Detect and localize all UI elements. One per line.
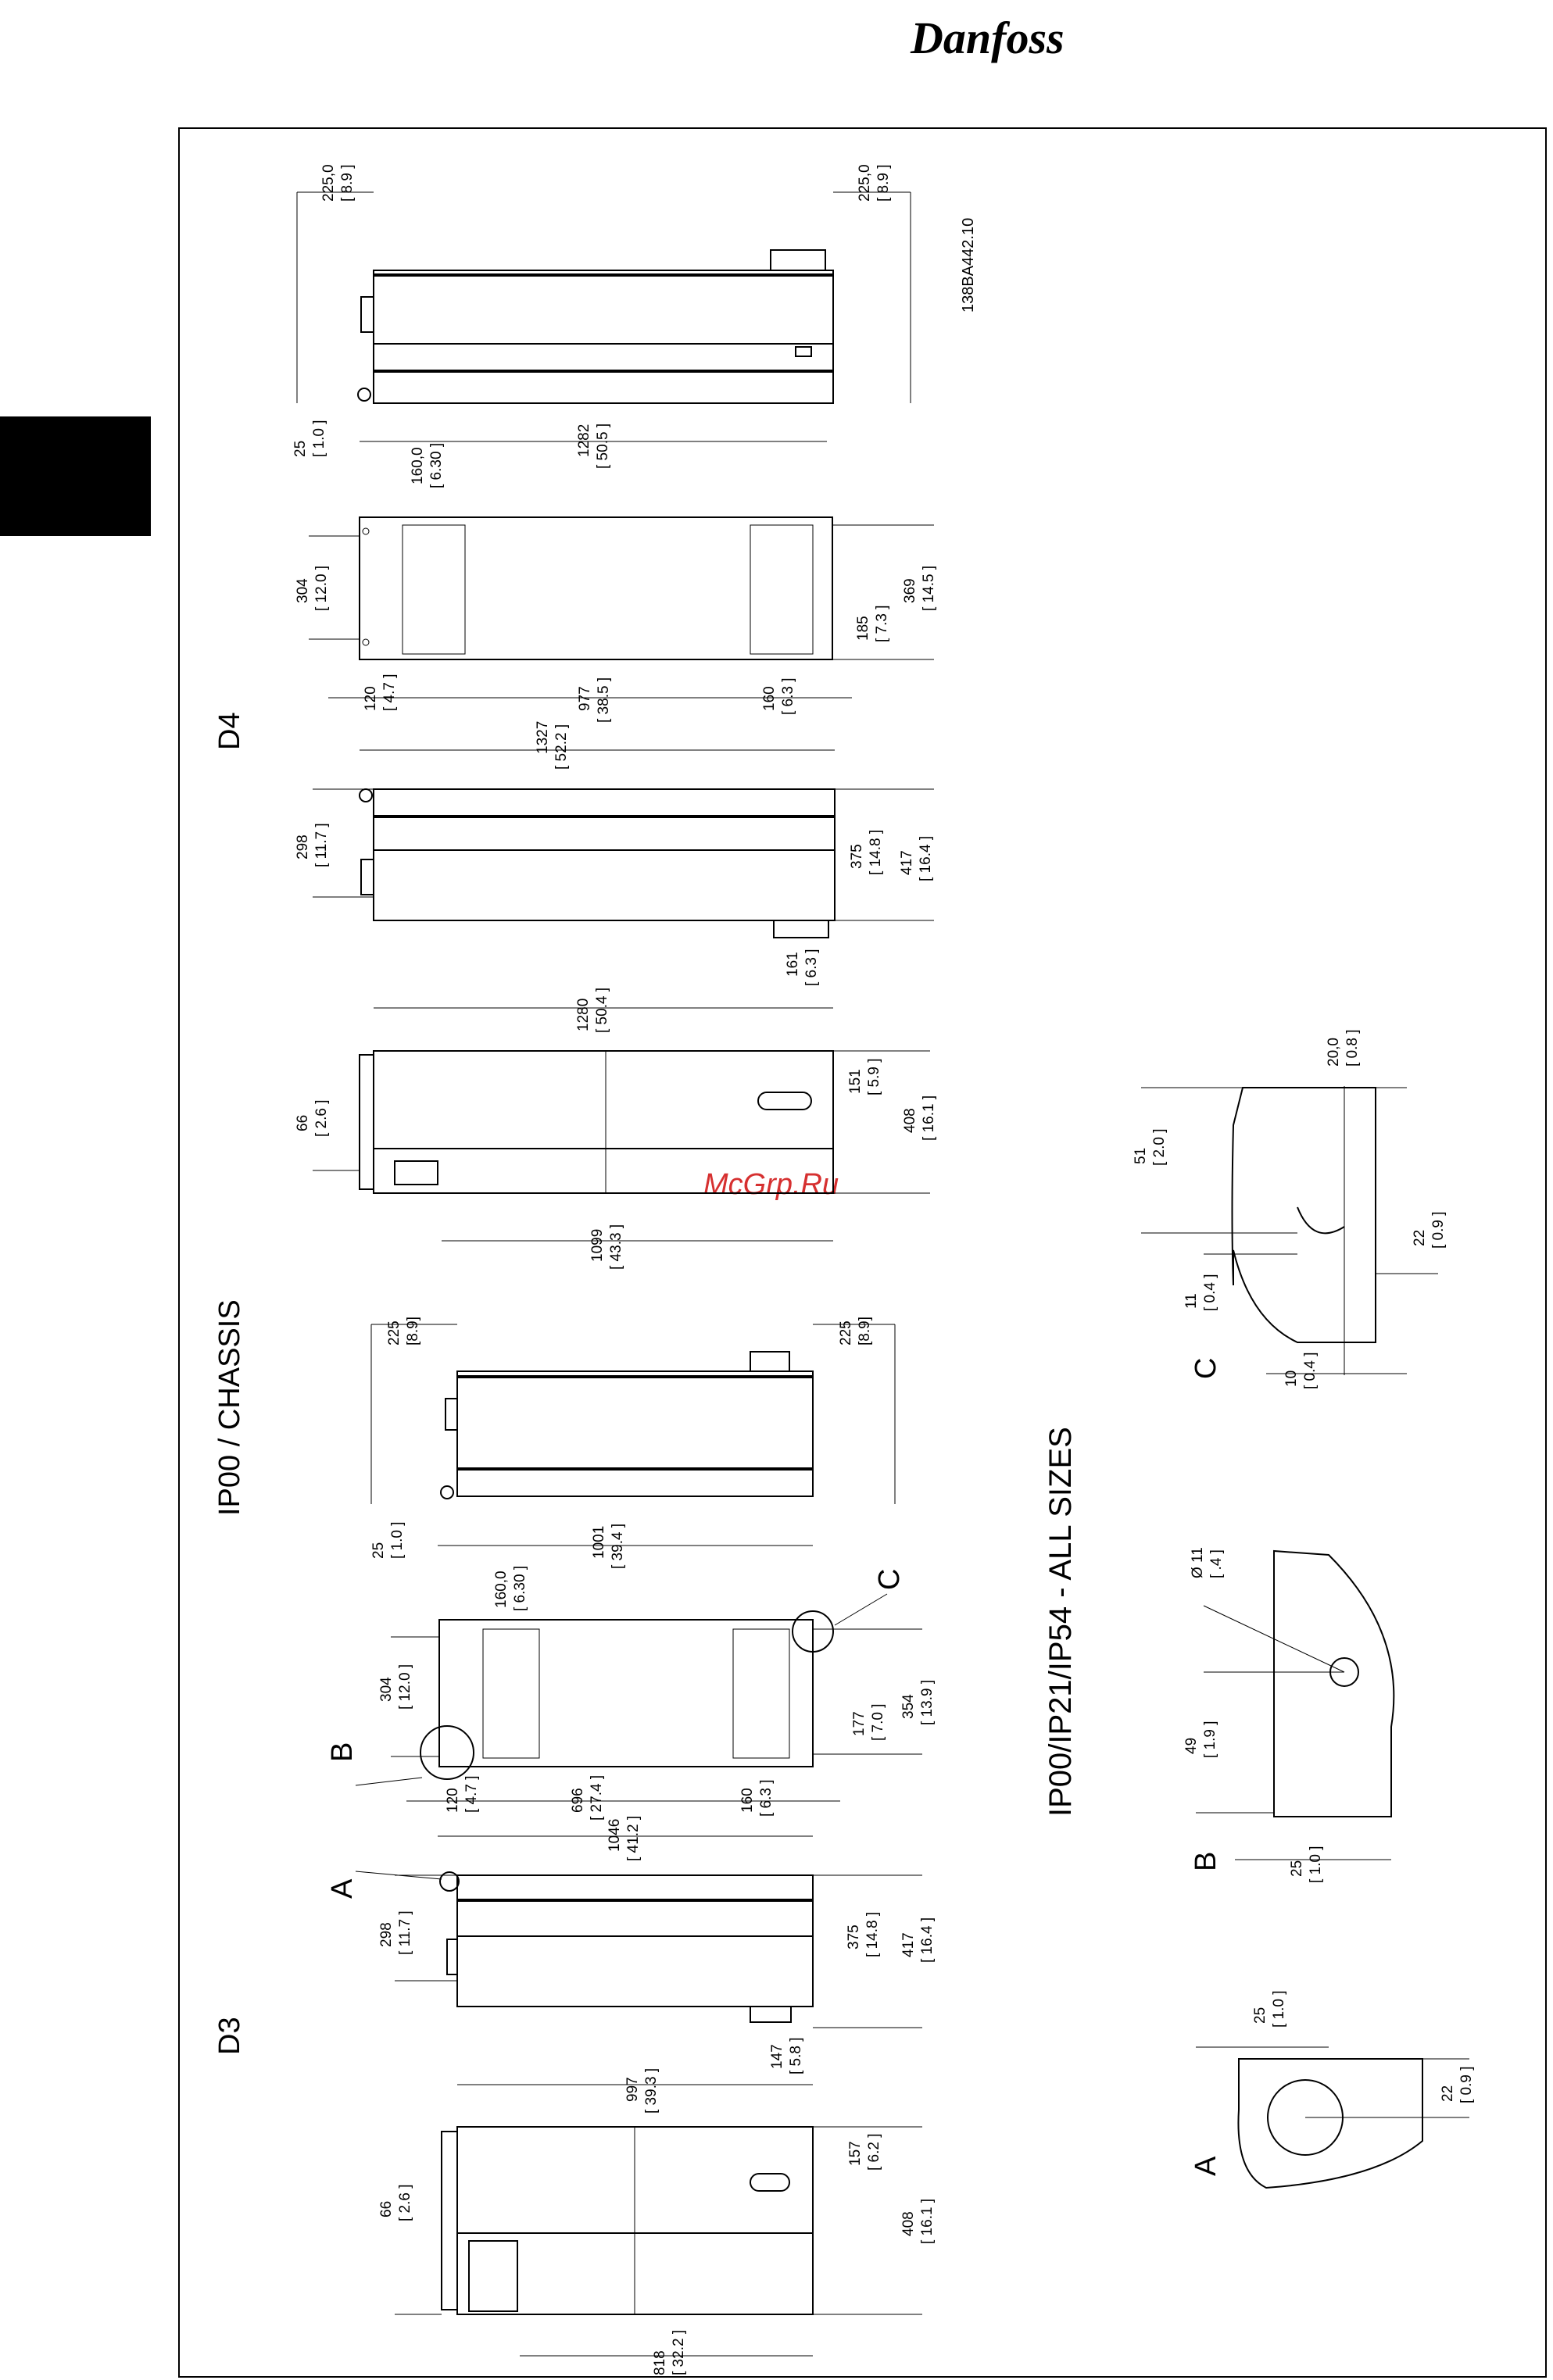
svg-text:[ 11.7 ]: [ 11.7 ]	[313, 823, 330, 867]
svg-text:160,0: 160,0	[410, 447, 426, 484]
detail-a	[1196, 2047, 1469, 2188]
svg-text:417: 417	[899, 850, 915, 875]
svg-text:[ .4 ]: [ .4 ]	[1208, 1549, 1225, 1578]
svg-text:25: 25	[370, 1542, 387, 1559]
svg-text:157: 157	[847, 2141, 864, 2166]
svg-text:298: 298	[378, 1922, 395, 1947]
svg-text:304: 304	[295, 578, 311, 603]
svg-text:408: 408	[900, 2211, 917, 2236]
svg-text:818: 818	[652, 2350, 668, 2375]
svg-text:[ 0.9 ]: [ 0.9 ]	[1430, 1211, 1447, 1249]
svg-text:25: 25	[1289, 1860, 1305, 1877]
svg-text:160: 160	[761, 686, 778, 711]
svg-text:[ 6.30 ]: [ 6.30 ]	[428, 442, 445, 488]
watermark: McGrp.Ru	[703, 1168, 839, 1201]
detail-b-marker	[420, 1726, 474, 1779]
d4-view-front	[313, 1008, 930, 1241]
d4-front-dims	[295, 988, 937, 1270]
svg-text:[ 39.3 ]: [ 39.3 ]	[643, 2067, 660, 2114]
drawing-number: 138BA442.10	[960, 217, 977, 313]
d3-back-dims	[370, 1521, 936, 1821]
svg-text:1046: 1046	[607, 1818, 623, 1852]
svg-text:[ 43.3 ]: [ 43.3 ]	[608, 1224, 624, 1270]
svg-text:1001: 1001	[591, 1525, 607, 1559]
svg-text:[ 0.4 ]: [ 0.4 ]	[1202, 1274, 1218, 1311]
svg-text:Ø 11: Ø 11	[1190, 1547, 1206, 1578]
svg-text:[ 1.0 ]: [ 1.0 ]	[311, 420, 327, 457]
svg-text:[ 12.0 ]: [ 12.0 ]	[397, 1663, 413, 1710]
svg-text:304: 304	[378, 1677, 395, 1702]
svg-text:[ 6.3 ]: [ 6.3 ]	[780, 677, 796, 715]
svg-text:[ 16.4 ]: [ 16.4 ]	[919, 1917, 936, 1963]
title-d4: D4	[213, 712, 246, 750]
svg-text:225: 225	[386, 1320, 403, 1345]
svg-text:[ 4.7 ]: [ 4.7 ]	[463, 1775, 480, 1813]
svg-text:[ 13.9 ]: [ 13.9 ]	[919, 1679, 936, 1725]
svg-text:49: 49	[1183, 1737, 1200, 1754]
svg-text:[ 11.7 ]: [ 11.7 ]	[397, 1910, 413, 1955]
svg-text:[ 12.0 ]: [ 12.0 ]	[313, 565, 330, 611]
svg-text:375: 375	[849, 844, 865, 869]
svg-text:185: 185	[855, 616, 871, 641]
svg-text:51: 51	[1133, 1147, 1149, 1164]
svg-text:[ 6.3 ]: [ 6.3 ]	[758, 1779, 775, 1817]
detail-b	[1196, 1551, 1394, 1860]
d4-top-dims	[320, 164, 892, 202]
svg-text:160: 160	[739, 1788, 756, 1813]
d4-side-dims	[295, 721, 934, 986]
svg-text:[ 0.8 ]: [ 0.8 ]	[1344, 1029, 1361, 1067]
svg-text:1280: 1280	[575, 998, 592, 1031]
svg-text:[ 7.3 ]: [ 7.3 ]	[874, 605, 890, 642]
svg-text:225,0: 225,0	[320, 164, 337, 202]
svg-text:177: 177	[851, 1711, 868, 1736]
d4-view-back	[309, 441, 934, 698]
svg-text:[ 1.0 ]: [ 1.0 ]	[1271, 1990, 1287, 2028]
svg-text:[8.9]: [8.9]	[857, 1317, 873, 1345]
svg-text:[ 2.0 ]: [ 2.0 ]	[1151, 1128, 1168, 1166]
title-d3: D3	[213, 2017, 246, 2055]
detail-c-label: C	[873, 1568, 906, 1590]
svg-text:[ 0.4 ]: [ 0.4 ]	[1302, 1352, 1319, 1389]
detail-c-dims	[1133, 1029, 1447, 1389]
logo-text: Danfoss	[911, 13, 1065, 63]
svg-text:147: 147	[769, 2044, 785, 2069]
svg-text:[ 5.9 ]: [ 5.9 ]	[866, 1058, 882, 1095]
svg-text:66: 66	[295, 1114, 311, 1131]
svg-text:1327: 1327	[535, 720, 551, 754]
d3-front-dims	[378, 2068, 936, 2375]
svg-text:25: 25	[292, 440, 309, 457]
d4-back-dims	[292, 420, 937, 723]
svg-text:66: 66	[378, 2200, 395, 2217]
svg-text:[ 14.8 ]: [ 14.8 ]	[864, 1911, 881, 1957]
svg-text:[ 6.3 ]: [ 6.3 ]	[803, 949, 820, 986]
svg-text:[ 16.4 ]: [ 16.4 ]	[918, 835, 934, 881]
svg-text:25: 25	[1252, 2007, 1269, 2024]
svg-text:120: 120	[363, 686, 379, 711]
svg-text:[ 14.5 ]: [ 14.5 ]	[921, 565, 937, 611]
svg-text:[ 14.8 ]: [ 14.8 ]	[868, 829, 884, 875]
svg-text:[ 39.4 ]: [ 39.4 ]	[610, 1523, 626, 1569]
detail-a-label: A	[326, 1878, 359, 1899]
svg-text:22: 22	[1412, 1229, 1428, 1246]
svg-text:[ 38.5 ]: [ 38.5 ]	[596, 677, 612, 723]
svg-text:1099: 1099	[589, 1228, 606, 1262]
svg-text:298: 298	[295, 834, 311, 859]
svg-text:[ 2.6 ]: [ 2.6 ]	[397, 2184, 413, 2221]
svg-text:[ 50.5 ]: [ 50.5 ]	[595, 423, 611, 469]
title-all-sizes: IP00/IP21/IP54 - ALL SIZES	[1043, 1427, 1078, 1817]
svg-text:417: 417	[900, 1932, 917, 1957]
svg-text:[ 27.4 ]: [ 27.4 ]	[589, 1774, 605, 1821]
svg-text:[8.9]: [8.9]	[405, 1317, 421, 1345]
d3-view-side	[356, 1836, 922, 2028]
d3-view-back	[356, 1546, 922, 1801]
d4-view-side	[313, 750, 934, 938]
svg-text:408: 408	[902, 1108, 918, 1133]
svg-text:225: 225	[838, 1320, 854, 1345]
detail-b-dims	[1183, 1547, 1324, 1883]
svg-text:120: 120	[445, 1788, 461, 1813]
svg-text:[ 1.0 ]: [ 1.0 ]	[389, 1521, 406, 1559]
svg-text:[ 8.9 ]: [ 8.9 ]	[339, 164, 356, 202]
svg-text:161: 161	[785, 952, 801, 977]
svg-text:[ 32.2 ]: [ 32.2 ]	[671, 2329, 687, 2375]
d4-view-top	[297, 192, 911, 403]
detail-a-title: A	[1190, 2156, 1222, 2176]
svg-text:997: 997	[624, 2077, 641, 2102]
svg-text:354: 354	[900, 1694, 917, 1719]
svg-text:696: 696	[570, 1788, 586, 1813]
svg-text:[ 52.2 ]: [ 52.2 ]	[553, 724, 570, 770]
detail-b-label: B	[326, 1742, 359, 1762]
svg-text:22: 22	[1440, 2085, 1456, 2102]
detail-c-title: C	[1190, 1357, 1222, 1379]
d3-side-dims	[378, 1816, 936, 2074]
title-ip00-chassis: IP00 / CHASSIS	[213, 1299, 246, 1516]
svg-text:[ 5.8 ]: [ 5.8 ]	[788, 2037, 804, 2074]
svg-text:369: 369	[902, 578, 918, 603]
detail-b-title: B	[1190, 1851, 1222, 1871]
svg-text:[ 4.7 ]: [ 4.7 ]	[381, 674, 398, 711]
svg-text:[ 50.4 ]: [ 50.4 ]	[594, 987, 610, 1033]
svg-text:[ 2.6 ]: [ 2.6 ]	[313, 1099, 330, 1137]
svg-text:1282: 1282	[576, 423, 592, 457]
svg-text:10: 10	[1283, 1370, 1300, 1387]
svg-text:[ 6.2 ]: [ 6.2 ]	[866, 2133, 882, 2171]
svg-text:[ 8.9 ]: [ 8.9 ]	[875, 164, 892, 202]
svg-text:[ 1.0 ]: [ 1.0 ]	[1308, 1846, 1324, 1883]
svg-text:375: 375	[846, 1924, 862, 1949]
svg-text:20,0: 20,0	[1326, 1038, 1342, 1067]
d3-top-dims	[386, 1317, 873, 1345]
svg-text:151: 151	[847, 1069, 864, 1094]
svg-text:160,0: 160,0	[493, 1571, 510, 1608]
d3-view-front	[395, 2085, 922, 2356]
svg-text:[ 6.30 ]: [ 6.30 ]	[512, 1565, 528, 1611]
svg-text:[ 7.0 ]: [ 7.0 ]	[870, 1703, 886, 1741]
svg-text:225,0: 225,0	[857, 164, 873, 202]
svg-text:977: 977	[577, 686, 593, 711]
svg-text:11: 11	[1183, 1293, 1200, 1309]
detail-c	[1141, 1086, 1438, 1375]
svg-text:[ 41.2 ]: [ 41.2 ]	[625, 1815, 642, 1861]
svg-text:[ 0.9 ]: [ 0.9 ]	[1458, 2066, 1475, 2103]
svg-text:[ 1.9 ]: [ 1.9 ]	[1202, 1721, 1218, 1758]
svg-text:[ 16.1 ]: [ 16.1 ]	[919, 2198, 936, 2244]
svg-text:[ 16.1 ]: [ 16.1 ]	[921, 1095, 937, 1141]
d3-view-top	[371, 1324, 895, 1504]
